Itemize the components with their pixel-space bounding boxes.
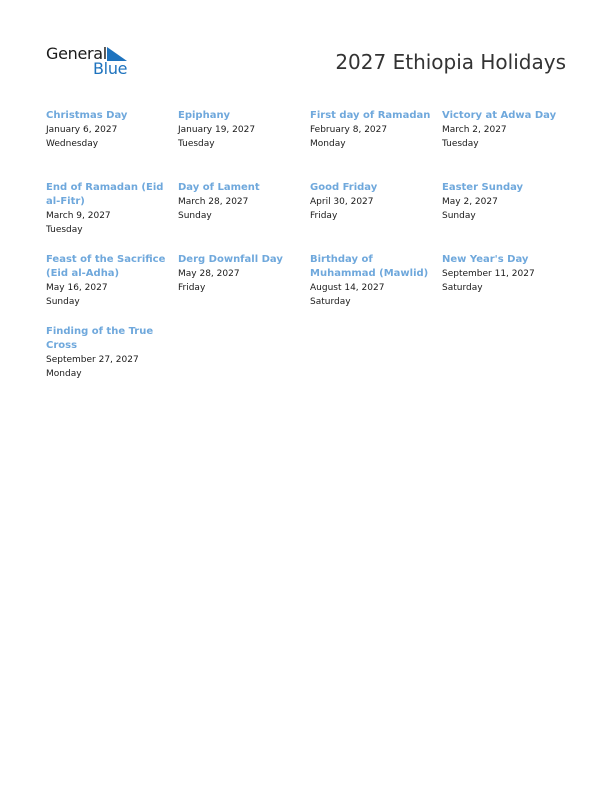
holiday-date: May 16, 2027 xyxy=(46,283,108,293)
holiday-date: February 8, 2027 xyxy=(310,125,388,135)
holiday-weekday: Sunday xyxy=(442,211,476,221)
holiday-name: Day of Lament xyxy=(178,182,260,193)
holiday-item xyxy=(310,253,442,325)
holiday-item xyxy=(178,181,310,253)
holiday-name: Feast of the Sacrifice (Eid al-Adha) xyxy=(46,254,166,279)
holiday-name: Epiphany xyxy=(178,110,231,121)
holiday-name: New Year's Day xyxy=(442,254,529,265)
holiday-name: Victory at Adwa Day xyxy=(442,110,557,121)
holiday-item xyxy=(178,109,310,181)
holiday-grid xyxy=(46,109,576,397)
holiday-date: January 6, 2027 xyxy=(46,125,118,135)
holiday-weekday: Monday xyxy=(310,139,346,149)
holiday-date: August 14, 2027 xyxy=(310,283,385,293)
holiday-item xyxy=(310,181,442,253)
holiday-date: March 9, 2027 xyxy=(46,211,111,221)
logo-text-general: General xyxy=(46,44,107,63)
holiday-weekday: Saturday xyxy=(310,297,351,307)
holiday-date: May 28, 2027 xyxy=(178,269,240,279)
holiday-weekday: Tuesday xyxy=(178,139,215,149)
holiday-weekday: Tuesday xyxy=(442,139,479,149)
holiday-item xyxy=(46,253,178,325)
holiday-date: September 27, 2027 xyxy=(46,355,139,365)
holiday-weekday: Saturday xyxy=(442,283,483,293)
holiday-name: Finding of the True Cross xyxy=(46,326,154,351)
holiday-name: Christmas Day xyxy=(46,110,128,121)
holiday-name: First day of Ramadan xyxy=(310,110,431,121)
holiday-date: April 30, 2027 xyxy=(310,197,374,207)
holiday-name: Birthday of Muhammad (Mawlid) xyxy=(310,254,429,279)
holiday-weekday: Sunday xyxy=(46,297,80,307)
holiday-date: May 2, 2027 xyxy=(442,197,498,207)
holiday-item xyxy=(442,253,576,325)
generalblue-logo xyxy=(46,44,136,80)
holiday-item xyxy=(46,181,178,253)
holiday-item xyxy=(442,109,576,181)
holiday-weekday: Monday xyxy=(46,369,82,379)
holiday-name: End of Ramadan (Eid al-Fitr) xyxy=(46,182,164,207)
holiday-name: Derg Downfall Day xyxy=(178,254,283,265)
page-title: 2027 Ethiopia Holidays xyxy=(335,50,566,74)
holiday-item xyxy=(46,109,178,181)
holiday-item xyxy=(442,181,576,253)
holiday-weekday: Wednesday xyxy=(46,139,99,149)
holiday-date: March 28, 2027 xyxy=(178,197,249,207)
holiday-item xyxy=(46,325,178,397)
logo-text-blue: Blue xyxy=(93,59,128,78)
holiday-name: Good Friday xyxy=(310,182,378,193)
holiday-date: March 2, 2027 xyxy=(442,125,507,135)
holiday-weekday: Friday xyxy=(310,211,338,221)
holiday-weekday: Friday xyxy=(178,283,206,293)
holiday-weekday: Sunday xyxy=(178,211,212,221)
holiday-item xyxy=(178,253,310,325)
holiday-weekday: Tuesday xyxy=(46,225,83,235)
holiday-item xyxy=(310,109,442,181)
holiday-date: January 19, 2027 xyxy=(178,125,256,135)
holiday-date: September 11, 2027 xyxy=(442,269,535,279)
holiday-name: Easter Sunday xyxy=(442,182,524,193)
